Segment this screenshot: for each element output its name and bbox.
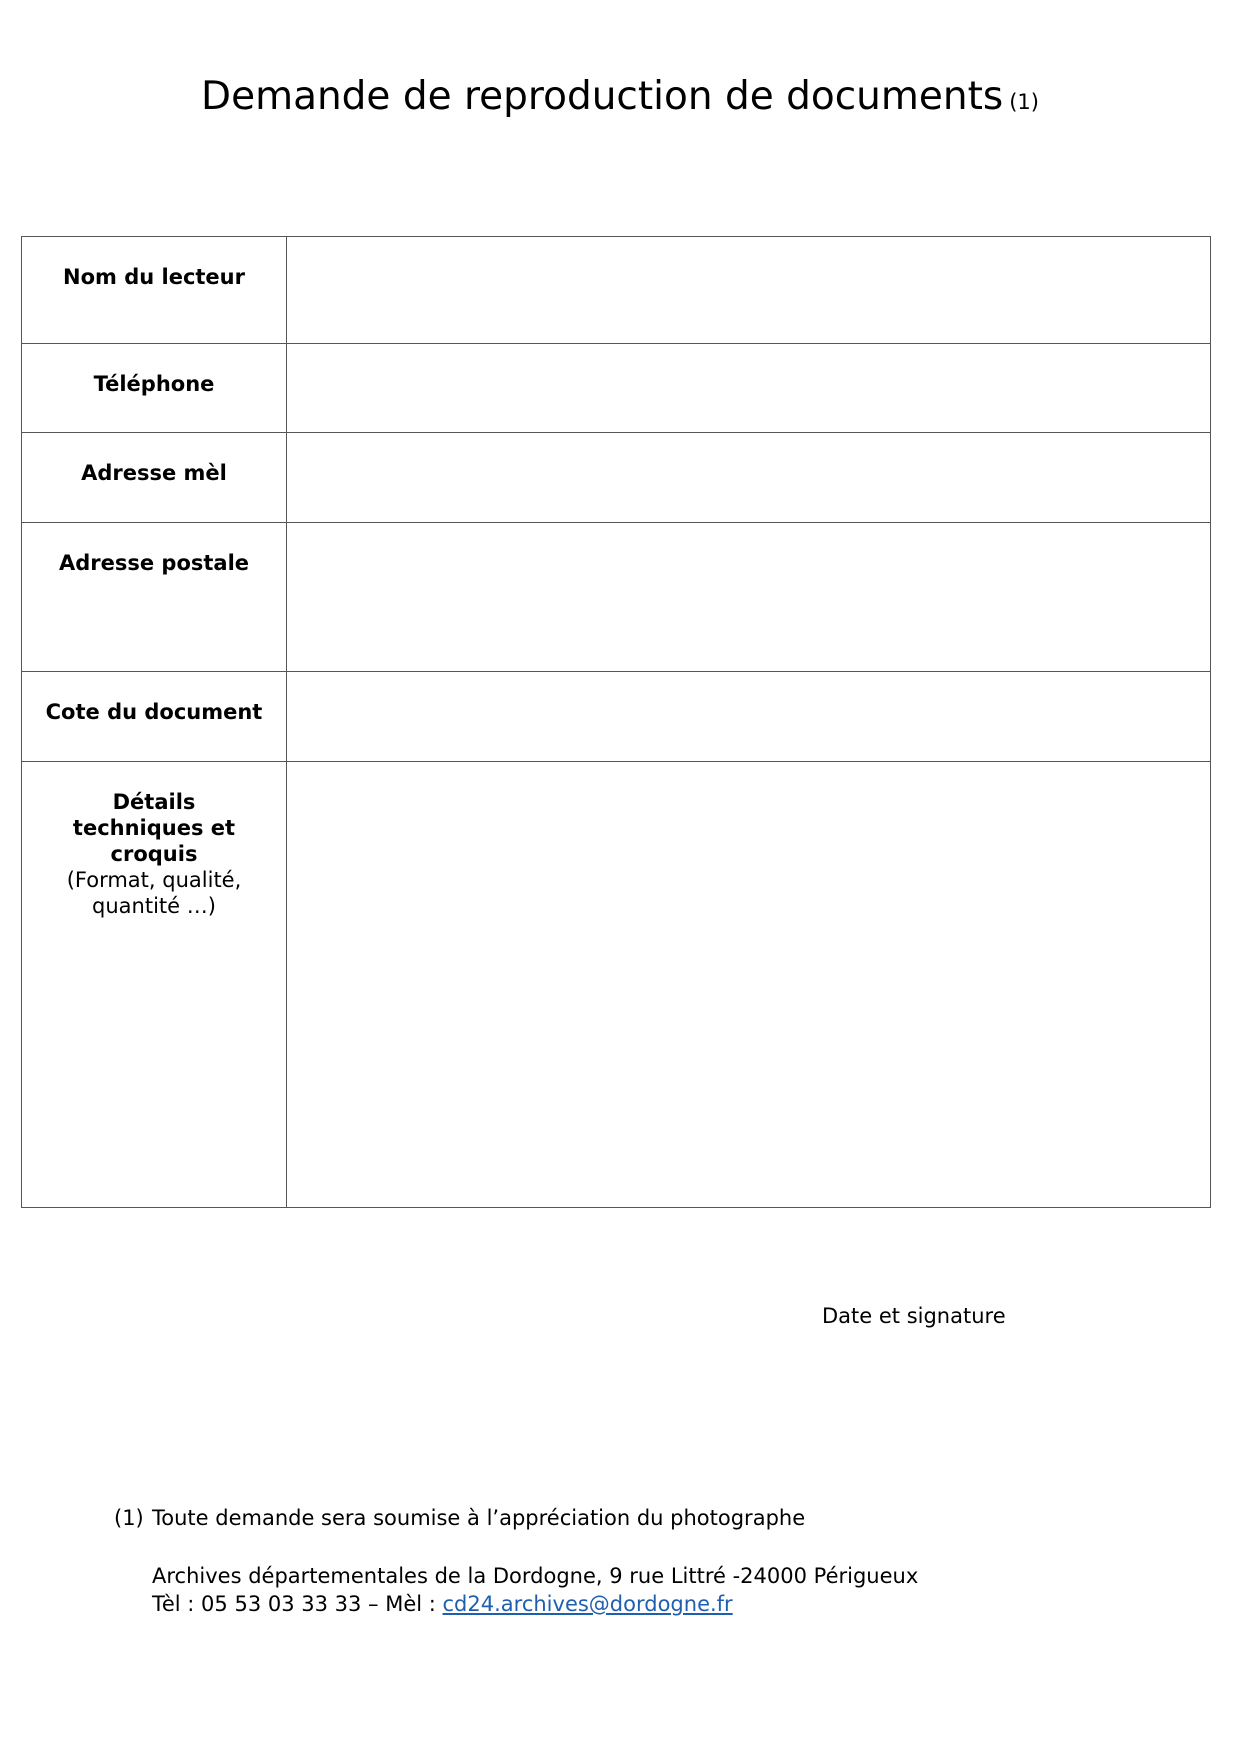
phone-label: Téléphone [93, 372, 215, 396]
phone-label-cell [22, 344, 287, 433]
document-reference-value-cell[interactable] [287, 672, 1211, 762]
title-text: Demande de reproduction de documents [201, 74, 1004, 119]
document-reference-label-cell [22, 672, 287, 762]
phone-email-line [152, 1590, 918, 1618]
email-link[interactable]: cd24.archives@dordogne.fr [442, 1592, 733, 1616]
title-footnote-ref: (1) [1009, 90, 1039, 114]
technical-details-value-cell[interactable] [287, 762, 1211, 1208]
postal-address-value-cell[interactable] [287, 523, 1211, 672]
contact-block [152, 1562, 918, 1618]
technical-details-hint-line-1: (Format, qualité, [66, 868, 242, 892]
form-row-phone [22, 344, 1211, 433]
form-row-reader-name [22, 237, 1211, 344]
footnote-number: (1) [114, 1506, 144, 1530]
postal-address-label-cell [22, 523, 287, 672]
email-value-cell[interactable] [287, 433, 1211, 523]
email-label: Adresse mèl [81, 461, 227, 485]
phone-input[interactable] [287, 344, 1210, 388]
reader-name-input[interactable] [287, 237, 1210, 281]
date-signature-label: Date et signature [822, 1304, 1006, 1328]
postal-address-input[interactable] [287, 523, 1210, 671]
technical-details-label-cell [22, 762, 287, 1208]
postal-address-line: Archives départementales de la Dordogne, 9 rue Littré -24000 Périgueux [152, 1564, 919, 1588]
form-row-document-reference [22, 672, 1211, 762]
email-label-cell [22, 433, 287, 523]
phone-value-cell[interactable] [287, 344, 1211, 433]
phone-text: Tèl : 05 53 03 33 33 – Mèl : [152, 1592, 443, 1616]
technical-details-hint-line-2: quantité …) [92, 894, 216, 918]
reader-name-label: Nom du lecteur [63, 265, 245, 289]
document-reference-input[interactable] [287, 672, 1210, 716]
technical-details-label: Détails techniques et croquis [72, 790, 236, 866]
postal-address-label: Adresse postale [58, 551, 250, 575]
technical-details-input[interactable] [287, 762, 1210, 1207]
page-title [0, 74, 1240, 119]
form-row-email [22, 433, 1211, 523]
reader-name-label-cell [22, 237, 287, 344]
footnote [114, 1506, 805, 1530]
form-row-technical-details [22, 762, 1211, 1208]
footnote-text: Toute demande sera soumise à l’appréciation du photographe [152, 1506, 806, 1530]
form-row-postal-address [22, 523, 1211, 672]
reader-name-value-cell[interactable] [287, 237, 1211, 344]
document-reference-label: Cote du document [45, 700, 263, 724]
request-form-table [21, 236, 1211, 1208]
email-input[interactable] [287, 433, 1210, 477]
